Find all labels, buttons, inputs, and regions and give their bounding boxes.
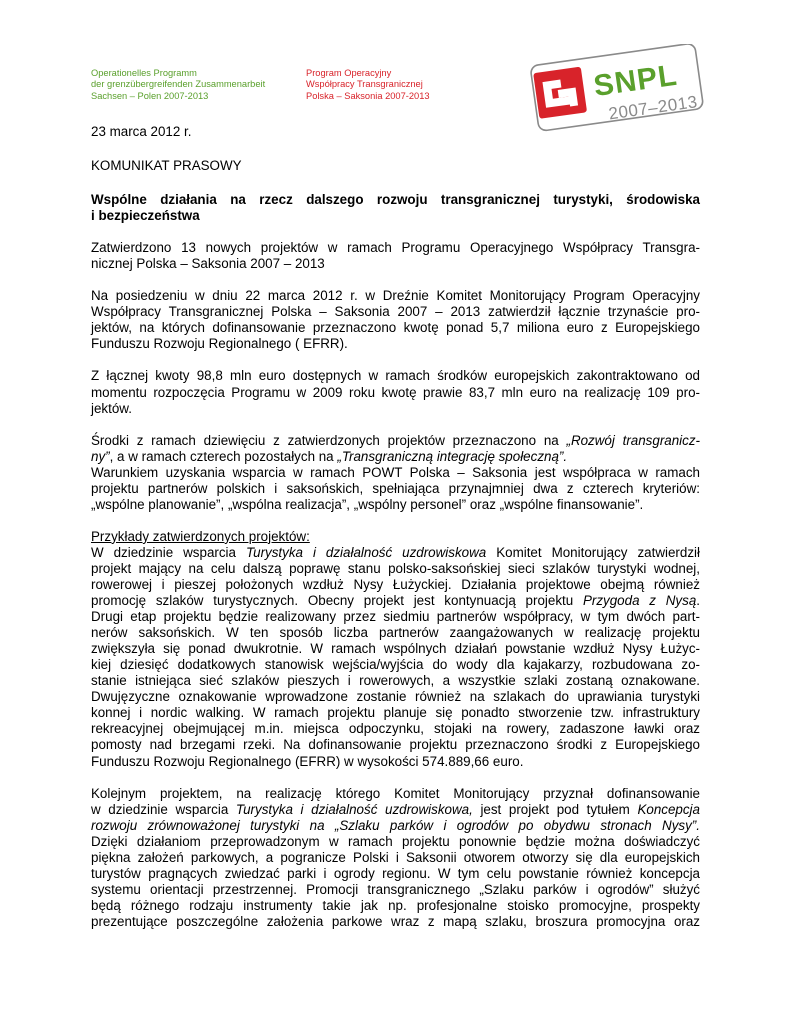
paragraph-funding-total: Z łącznej kwoty 98,8 mln euro dostępnych w ramach środków europejskich zakontraktowano od momentu rozpoczęcia Programu w 2009 roku kwotę prawie 83,7 mln euro na realizację 109 pro- jektów. <box>91 368 700 416</box>
logo-text: SNPL <box>591 58 680 103</box>
examples-heading: Przykłady zatwierdzonych projektów: <box>91 528 310 544</box>
headline: Wspólne działania na rzecz dalszego rozwoju transgranicznej turystyki, środowiska i bezpieczeństwa <box>91 192 700 224</box>
document-date: 23 marca 2012 r. <box>91 124 192 139</box>
paragraph-meeting: Na posiedzeniu w dniu 22 marca 2012 r. w Dreźnie Komitet Monitorujący Program Operacyjny Współpracy Transgranicznej Polska – Saksonia 2007 – 2013 zatwierdził łącznie trzynaście pro- jektów, na których dofinansowanie przeznaczono kwotę ponad 5,7 miliona euro z Europejskiego Funduszu Rozwoju Regionalnego ( EFRR). <box>91 288 700 352</box>
document-type-title: KOMUNIKAT PRASOWY <box>91 158 242 174</box>
logo-red-emblem <box>533 67 587 119</box>
paragraph-examples: Przykłady zatwierdzonych projektów: W dziedzinie wsparcia Turystyka i działalność uzdrowiskowa Komitet Monitorujący zatwierdził projekt mający na celu dalszą poprawę stanu polsko-saksońskiej sieci szlaków turystyki wodnej, rowerowej i pieszej położonych wzdłuż Nysy Łużyckiej. Działania projektowe obejmą również promocję szlaków turystycznych. Obecny projekt jest kontynuacją projektu Przygoda z Nysą. Drugi etap projektu będzie realizowany przez siedmiu partnerów współpracy, w tym dwóch part- nerów saksońskich. W ten sposób liczba partnerów zaangażowanych w realizację projektu zwiększyła się ponad dwukrotnie. W ramach wspólnych działań powstanie wzdłuż Nysy Łużyc- kiej dziesięć dodatkowych stanowisk wejścia/wyjścia do wody dla kajakarzy, rozbudowana zo- stanie istniejąca sieć szlaków pieszych i rowerowych, a wszystkie szlaki zostaną oznakowane. Dwujęzyczne oznakowanie wprowadzone zostanie również na szlakach do uprawiania turystyki konnej i nordic walking. W ramach projektu planuje się ponadto stworzenie tzw. infrastruktury rekreacyjnej obejmującej m.in. miejsca odpoczynku, stojaki na rowery, zadaszone ławki oraz pomosty nad brzegami rzeki. Na dofinansowanie projektu przeznaczono środki z Europejskiego Funduszu Rozwoju Regionalnego (EFRR) w wysokości 574.889,66 euro. <box>91 528 700 769</box>
program-name-polish: Program Operacyjny Współpracy Transgranicznej Polska – Saksonia 2007-2013 <box>306 68 430 101</box>
paragraph-priorities: Środki z ramach dziewięciu z zatwierdzonych projektów przeznaczono na „Rozwój transgranicz- ny”, a w ramach czterech pozostałych na „Transgraniczną integrację społeczną”. Warunkiem uzyskania wsparcia w ramach POWT Polska – Saksonia jest współpraca w ramach projektu partnerów polskich i saksońskich, spełniająca przynajmniej dwa z czterech kryteriów: „wspólne planowanie”, „wspólna realizacja”, „wspólny personel” oraz „wspólne finansowanie”. <box>91 432 701 512</box>
snpl-logo <box>528 44 708 132</box>
press-release-body <box>91 124 700 930</box>
paragraph-parks-project: Kolejnym projektem, na realizację którego Komitet Monitorujący przyznał dofinansowanie w dziedzinie wsparcia Turystyka i działalność uzdrowiskowa, jest projekt pod tytułem Koncepcja rozwoju zrównoważonej turystyki na „Szlaku parków i ogrodów po obydwu stronach Nysy”. Dzięki działaniom przeprowadzonym w ramach projektu ponownie będzie można doświadczyć piękna założeń parkowych, a pogranicze Polski i Saksonii otworem otworzy się dla europejskich turystów pragnących zwiedzać parki i ogrody regionu. W tym celu powstanie również koncepcja systemu orientacji przestrzennej. Promocji transgranicznego „Szlaku parków i ogrodów” służyć będą różnego rodzaju instrumenty takie jak np. profesjonalne stoisko promocyjne, prospekty prezentujące poszczególne założenia parkowe wraz z mapą szlaku, broszura promocyjna oraz <box>91 785 700 929</box>
program-name-german: Operationelles Programm der grenzübergreifenden Zusammenarbeit Sachsen – Polen 2007-2013 <box>91 68 266 101</box>
paragraph-approval: Zatwierdzono 13 nowych projektów w ramach Programu Operacyjnego Współpracy Transgra- nicznej Polska – Saksonia 2007 – 2013 <box>91 240 700 272</box>
logo-years: 2007–2013 <box>607 92 699 124</box>
